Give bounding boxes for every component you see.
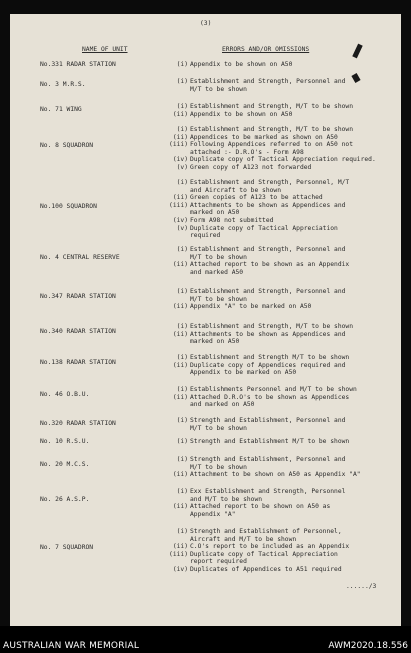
item-number: (i) [176,323,188,330]
unit-name: No.100 SQUADRON [40,203,97,210]
footer-reference: AWM2020.18.556 [328,641,408,651]
item-number: (i) [176,488,188,495]
item-text: and marked A50 [190,268,244,276]
item-number: (ii) [172,503,188,511]
item-text: Appendix to be shown on A50 [190,61,293,68]
item-text: Establishment and Strength, Personnel and [190,288,346,295]
item-text: Appendix "A" [190,510,236,518]
item-text: Duplicate copy of Tactical Appreciation [190,224,338,232]
item-number: (iv) [172,566,188,573]
item-number: (i) [176,438,188,445]
unit-name: No. 4 CENTRAL RESERVE [40,254,120,261]
item-text: Appendix to be marked on A50 [190,369,297,377]
item-text: Establishment and Strength, Personnel and [190,246,346,253]
unit-name: No.331 RADAR STATION [40,61,116,68]
item-number: (v) [176,224,188,232]
unit-name: No.138 RADAR STATION [40,359,116,366]
item-text: Duplicates of Appendices to A51 required [190,566,342,573]
item-text: C.O's report to be included as an Appendix [190,543,350,551]
item-text: Exx Establishment and Strength, Personnel [190,488,346,495]
item-text: marked on A50 [190,338,240,346]
item-text: M/T to be shown [190,463,247,471]
errors-column-heading: ERRORS AND/OR OMISSIONS [222,46,310,53]
item-number: (i) [176,456,188,463]
item-text: M/T to be shown [190,85,247,93]
item-number: (ii) [172,361,188,369]
item-number: (ii) [172,133,188,141]
footer-bar [0,626,411,653]
unit-name: No. 26 A.S.P. [40,496,90,503]
item-text: Attached report to be shown on A50 as [190,503,331,511]
unit-name: No. 8 SQUADRON [40,142,94,149]
item-text: report required [190,558,247,566]
item-text: Green copy of A123 not forwarded [190,164,312,171]
item-text: Appendix to be shown on A50 [190,110,293,118]
item-number: (iv) [172,217,188,224]
unit-name: No. 3 M.R.S. [40,81,86,88]
item-text: attached :- D.R.O's - Form A98 [190,148,304,156]
item-text: Strength and Establishment M/T to be shown [190,438,350,445]
item-number: (ii) [172,471,188,479]
item-number: (i) [176,417,188,424]
item-text: M/T to be shown [190,295,247,303]
item-text: M/T to be shown [190,424,247,432]
item-text: Establishment and Strength, M/T to be shown [190,323,354,330]
unit-name: No.347 RADAR STATION [40,293,116,300]
item-number: (i) [176,103,188,110]
item-number: (ii) [172,110,188,118]
item-text: marked on A50 [190,209,240,217]
item-number: (i) [176,528,188,535]
unit-name: No. 20 M.C.S. [40,461,90,468]
item-text: and Aircraft to be shown [190,186,281,194]
item-text: Duplicate copy of Appendices required and [190,361,346,369]
unit-name: No. 10 R.S.U. [40,438,90,445]
item-text: Strength and Establishment, Personnel and [190,456,346,463]
document-page [10,14,401,626]
item-text: Appendix "A" to be marked on A50 [190,303,312,311]
item-number: (iii) [169,141,188,149]
item-number: (ii) [172,303,188,311]
item-text: and marked on A50 [190,401,255,409]
item-text: Following Appendices referred to on A50 not [190,141,354,149]
item-text: Establishment and Strength, Personnel and [190,78,346,85]
item-text: Attached report to be shown as an Appendix [190,261,350,269]
item-text: Duplicate copy of Tactical Appreciation [190,550,338,558]
item-number: (i) [176,246,188,253]
page-number: (3) [200,20,212,27]
item-text: Attached D.R.O's to be shown as Appendices [190,393,350,401]
item-number: (iv) [172,156,188,164]
item-number: (ii) [172,543,188,551]
item-number: (v) [176,164,188,171]
unit-name: No.340 RADAR STATION [40,328,116,335]
item-text: Attachments to be shown as Appendices and [190,201,346,209]
item-text: Establishment and Strength, Personnel, M/T [190,179,350,186]
item-number: (i) [176,179,188,186]
item-number: (iii) [169,201,188,209]
continuation-mark: ....../3 [346,583,377,590]
item-number: (i) [176,354,188,361]
item-text: Green copies of A123 to be attached [190,194,323,202]
item-number: (ii) [172,261,188,269]
item-number: (iii) [169,550,188,558]
unit-name: No.320 RADAR STATION [40,420,116,427]
unit-name: No. 71 WING [40,106,82,113]
item-text: M/T to be shown [190,253,247,261]
item-number: (i) [176,78,188,85]
item-text: Appendices to be marked as shown on A50 [190,133,338,141]
item-text: Establishment and Strength M/T to be shown [190,354,350,361]
item-text: required [190,232,221,240]
item-number: (i) [176,61,188,68]
unit-name: No. 46 O.B.U. [40,391,90,398]
item-text: Establishment and Strength, M/T to be shown [190,126,354,133]
item-text: Establishments Personnel and M/T to be shown [190,386,357,393]
item-number: (ii) [172,330,188,338]
ink-mark [352,44,362,59]
item-number: (ii) [172,194,188,202]
item-text: Attachments to be shown as Appendices and [190,330,346,338]
item-number: (i) [176,126,188,133]
item-text: Strength and Establishment, Personnel and [190,417,346,424]
item-text: Establishment and Strength, M/T to be shown [190,103,354,110]
item-text: and M/T to be shown [190,495,263,503]
item-text: Strength and Establishment of Personnel, [190,528,342,535]
item-number: (i) [176,288,188,295]
unit-name: No. 7 SQUADRON [40,544,94,551]
item-text: Attachment to be shown on A50 as Appendix "A" [190,471,361,479]
footer-institution: AUSTRALIAN WAR MEMORIAL [3,641,140,651]
unit-column-heading: NAME OF UNIT [82,46,128,53]
item-text: Duplicate copy of Tactical Appreciation required. [190,156,376,164]
item-number: (ii) [172,393,188,401]
item-text: Form A98 not submitted [190,217,274,224]
item-number: (i) [176,386,188,393]
item-text: Aircraft and M/T to be shown [190,535,297,543]
